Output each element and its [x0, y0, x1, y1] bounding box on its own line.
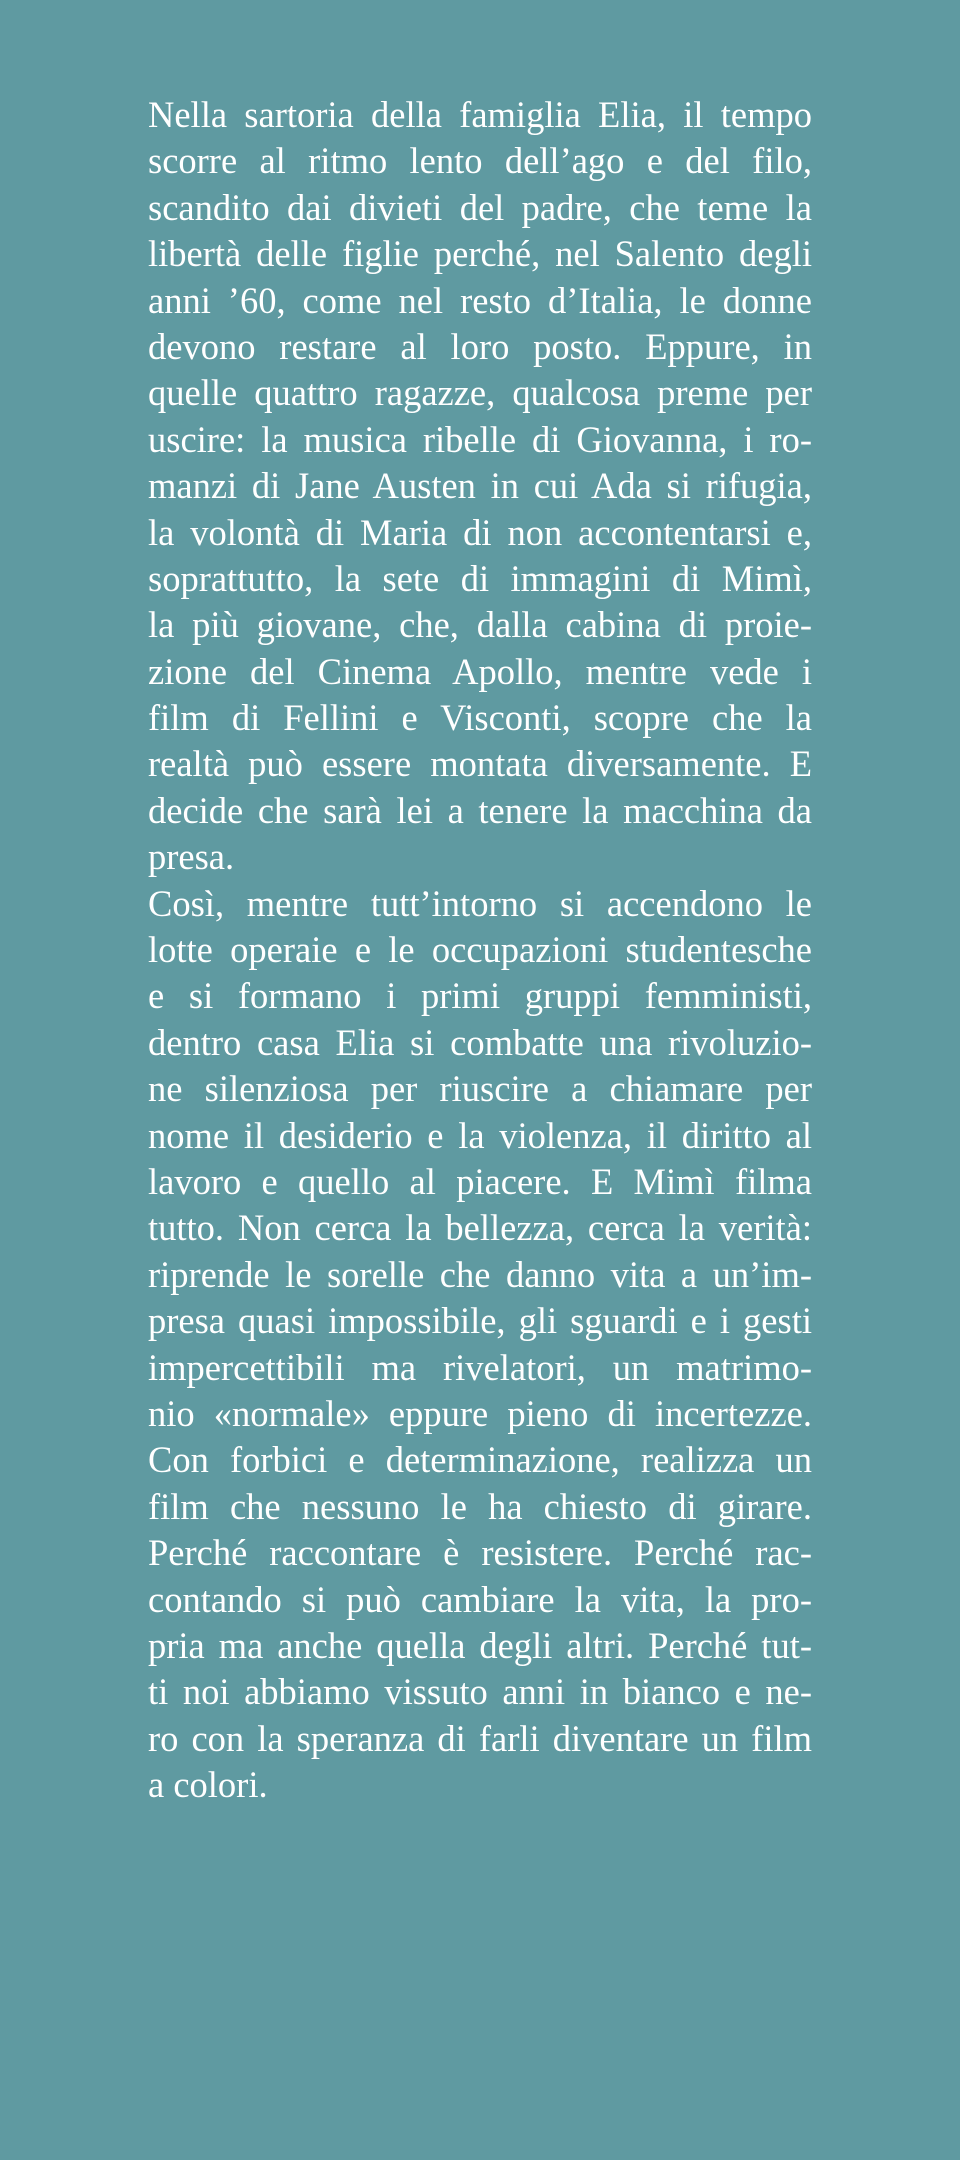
text-line: realtà può essere montata diversamente. E	[148, 743, 812, 785]
text-line: Con forbici e determinazione, realizza un	[148, 1439, 812, 1481]
text-line: la volontà di Maria di non accontentarsi e,	[148, 511, 812, 553]
text-line: Perché raccontare è resistere. Perché rac-	[148, 1532, 812, 1574]
text-line: contando si può cambiare la vita, la pro-	[148, 1578, 812, 1620]
text-line: libertà delle figlie perché, nel Salento degli	[148, 233, 812, 275]
text-line: soprattutto, la sete di immagini di Mimì,	[148, 557, 812, 599]
text-line: Nella sartoria della famiglia Elia, il tempo	[148, 94, 812, 135]
text-line: decide che sarà lei a tenere la macchina da	[148, 789, 812, 831]
text-line: Così, mentre tutt’intorno si accendono le	[148, 882, 812, 924]
text-line: uscire: la musica ribelle di Giovanna, i ro-	[148, 418, 812, 460]
text-line: film di Fellini e Visconti, scopre che la	[148, 697, 812, 739]
text-line: presa.	[148, 836, 235, 878]
text-line: impercettibili ma rivelatori, un matrimo-	[148, 1346, 812, 1388]
text-line: scandito dai divieti del padre, che teme la	[148, 186, 812, 228]
blurb-paragraph-2	[148, 881, 812, 1809]
text-line: lavoro e quello al piacere. E Mimì filma	[148, 1160, 812, 1202]
text-line: manzi di Jane Austen in cui Ada si rifugia,	[148, 465, 812, 507]
text-line: anni ’60, come nel resto d’Italia, le donne	[148, 279, 812, 321]
text-line: film che nessuno le ha chiesto di girare.	[148, 1485, 812, 1527]
text-line: nio «normale» eppure pieno di incertezze.	[148, 1392, 812, 1434]
text-line: zione del Cinema Apollo, mentre vede i	[148, 650, 812, 692]
text-line: dentro casa Elia si combatte una rivoluzio-	[148, 1021, 812, 1063]
text-line: scorre al ritmo lento dell’ago e del filo,	[148, 140, 812, 182]
text-line: riprende le sorelle che danno vita a un’im-	[148, 1253, 812, 1295]
text-line: la più giovane, che, dalla cabina di proie-	[148, 604, 812, 646]
text-line: a colori.	[148, 1764, 268, 1806]
blurb-paragraph-1	[148, 92, 812, 881]
text-line: presa quasi impossibile, gli sguardi e i gesti	[148, 1300, 812, 1342]
text-line: tutto. Non cerca la bellezza, cerca la verità:	[148, 1207, 812, 1249]
text-line: ti noi abbiamo vissuto anni in bianco e ne-	[148, 1671, 812, 1713]
text-line: ne silenziosa per riuscire a chiamare per	[148, 1068, 812, 1110]
text-line: pria ma anche quella degli altri. Perché tut-	[148, 1624, 812, 1666]
text-line: devono restare al loro posto. Eppure, in	[148, 325, 812, 367]
text-line: quelle quattro ragazze, qualcosa preme per	[148, 372, 812, 414]
text-line: lotte operaie e le occupazioni studentesche	[148, 929, 812, 971]
text-line: e si formano i primi gruppi femministi,	[148, 975, 812, 1017]
text-line: ro con la speranza di farli diventare un film	[148, 1717, 812, 1759]
book-blurb	[148, 92, 812, 1808]
text-line: nome il desiderio e la violenza, il diritto al	[148, 1114, 812, 1156]
